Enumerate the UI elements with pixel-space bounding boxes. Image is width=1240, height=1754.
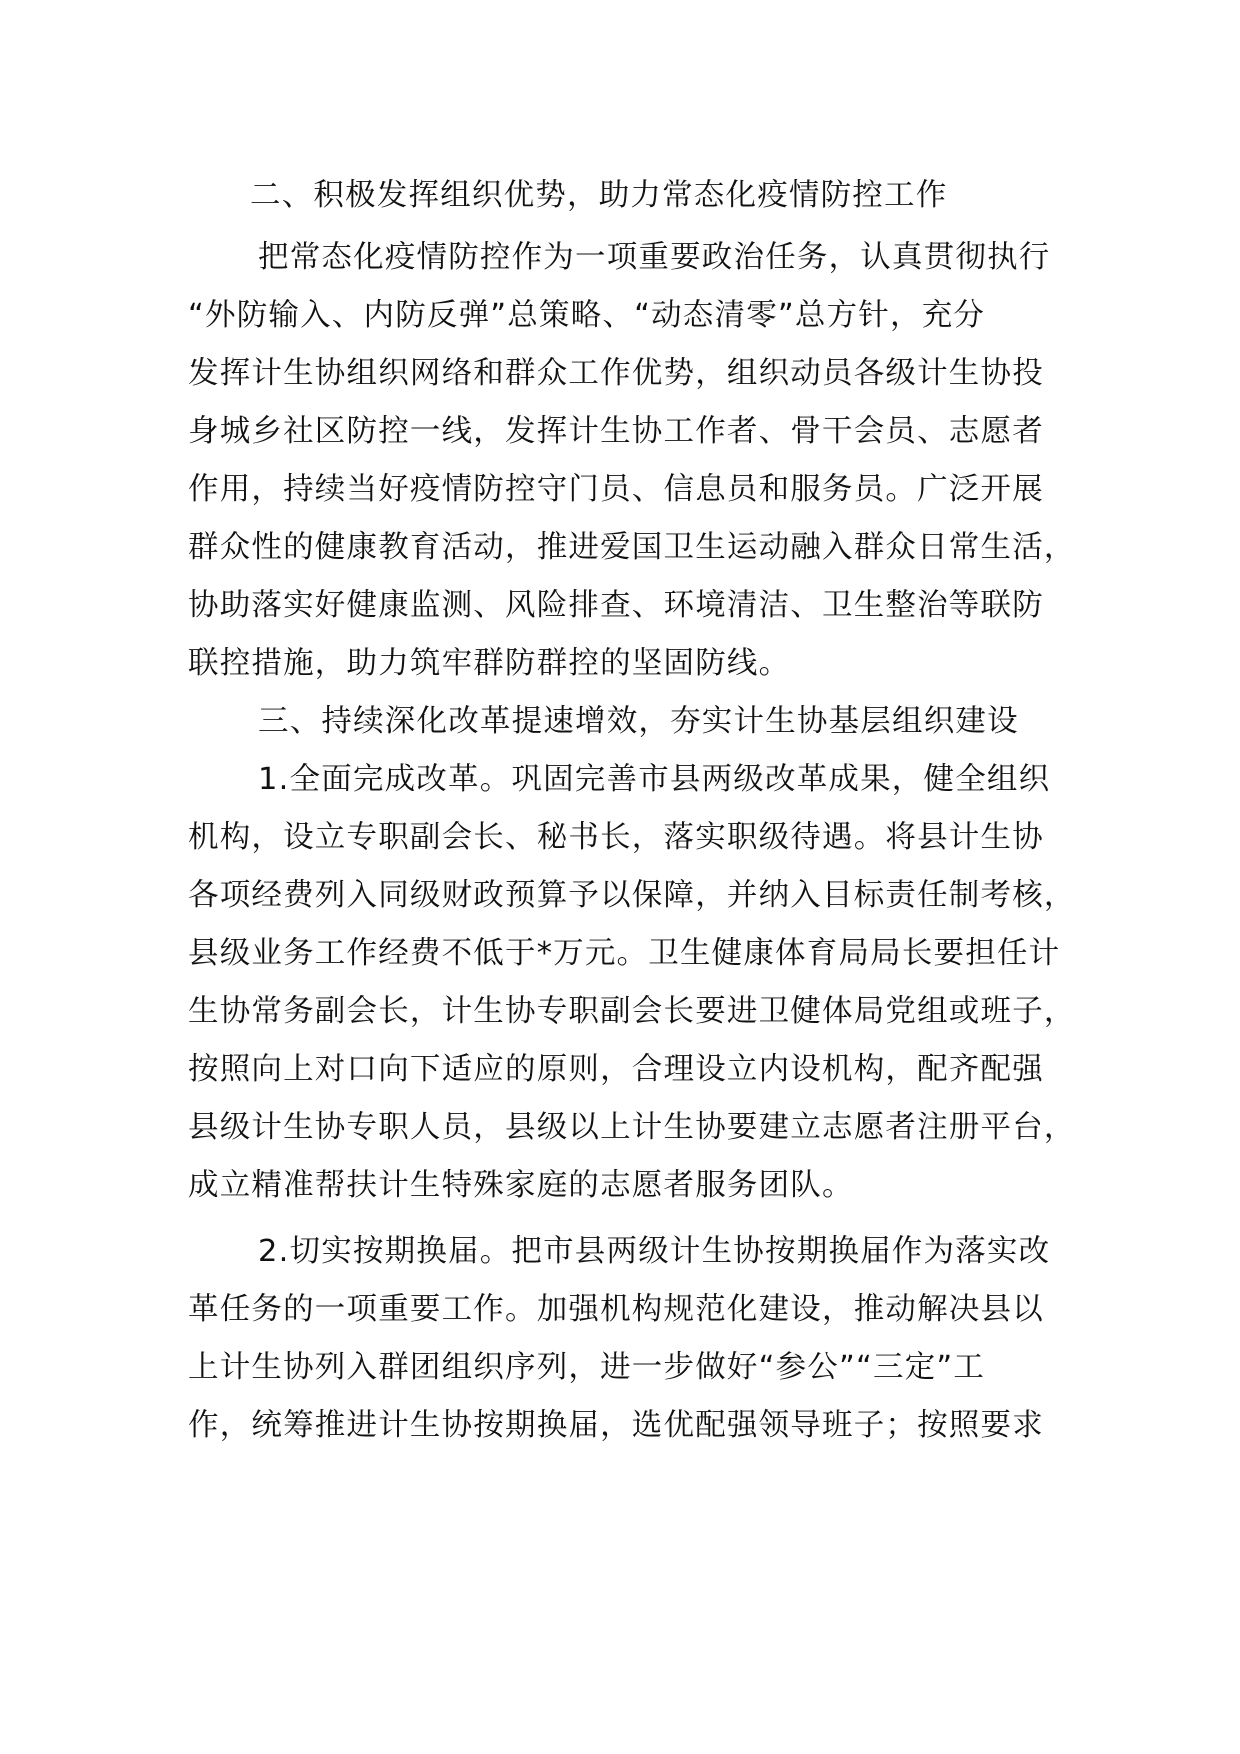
- paragraph-line: 上计生协列入群团组织序列，进一步做好“参公”“三定”工: [188, 1350, 986, 1385]
- paragraph-line: 身城乡社区防控一线，发挥计生协工作者、骨干会员、志愿者: [188, 414, 1044, 449]
- paragraph-line: 把常态化疫情防控作为一项重要政治任务，认真贯彻执行: [258, 240, 1051, 275]
- paragraph-line: 成立精准帮扶计生特殊家庭的志愿者服务团队。: [188, 1168, 854, 1203]
- paragraph-line: 发挥计生协组织网络和群众工作优势，组织动员各级计生协投: [188, 356, 1044, 391]
- section-heading-3: 三、持续深化改革提速增效，夯实计生协基层组织建设: [258, 704, 1019, 739]
- paragraph-line: 协助落实好健康监测、风险排查、环境清洁、卫生整治等联防: [188, 588, 1044, 623]
- paragraph-line: “外防输入、内防反弹”总策略、“动态清零”总方针，充分: [188, 298, 986, 333]
- paragraph-line: 联控措施，助力筑牢群防群控的坚固防线。: [188, 646, 791, 681]
- paragraph-line: 作，统筹推进计生协按期换届，选优配强领导班子；按照要求: [188, 1408, 1044, 1443]
- paragraph-line: 按照向上对口向下适应的原则，合理设立内设机构，配齐配强: [188, 1052, 1044, 1087]
- section-heading-2: 二、积极发挥组织优势，助力常态化疫情防控工作: [250, 178, 948, 213]
- paragraph-line: 2.切实按期换届。把市县两级计生协按期换届作为落实改: [258, 1234, 1051, 1269]
- paragraph-line: 县级计生协专职人员，县级以上计生协要建立志愿者注册平台，: [188, 1110, 1076, 1145]
- paragraph-line: 各项经费列入同级财政预算予以保障，并纳入目标责任制考核，: [188, 878, 1076, 913]
- paragraph-line: 生协常务副会长，计生协专职副会长要进卫健体局党组或班子，: [188, 994, 1076, 1029]
- paragraph-line: 机构，设立专职副会长、秘书长，落实职级待遇。将县计生协: [188, 820, 1044, 855]
- paragraph-line: 1.全面完成改革。巩固完善市县两级改革成果，健全组织: [258, 762, 1051, 797]
- paragraph-line: 革任务的一项重要工作。加强机构规范化建设，推动解决县以: [188, 1292, 1044, 1327]
- paragraph-line: 县级业务工作经费不低于*万元。卫生健康体育局局长要担任计: [188, 936, 1061, 971]
- paragraph-line: 群众性的健康教育活动，推进爱国卫生运动融入群众日常生活，: [188, 530, 1076, 565]
- paragraph-line: 作用，持续当好疫情防控守门员、信息员和服务员。广泛开展: [188, 472, 1044, 507]
